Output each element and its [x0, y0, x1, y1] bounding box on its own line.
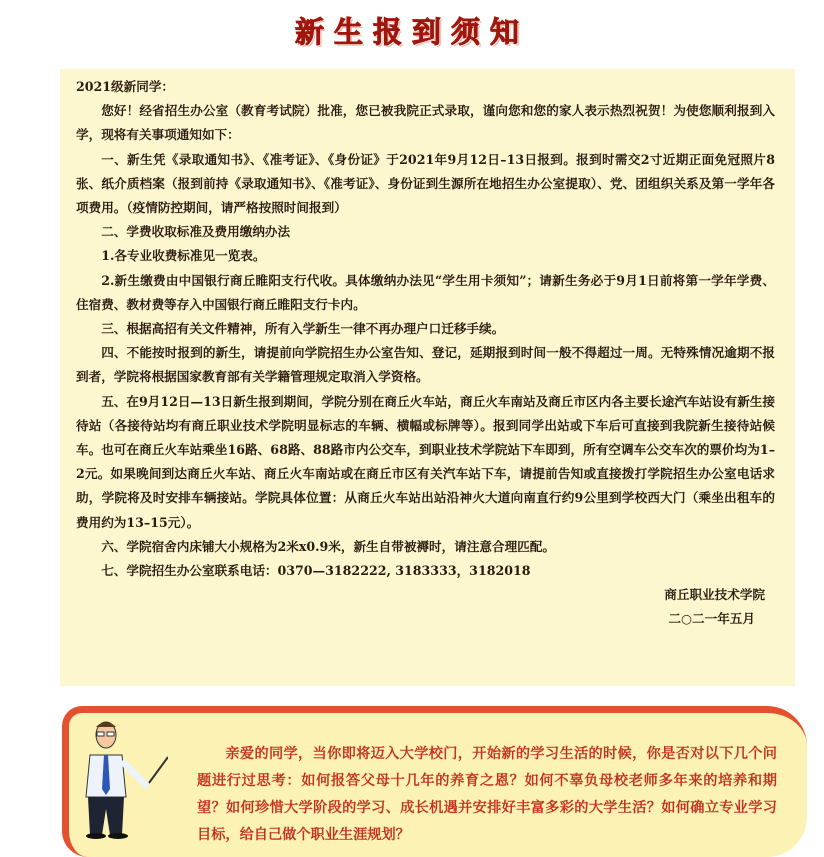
paragraph: 四、不能按时报到的新生，请提前向学院招生办公室告知、登记，延期报到时间一般不得超过一周。无特殊情况逾期不报到者，学院将根据国家教育部有关学籍管理规定取消入学资格。 [76, 345, 775, 385]
paragraph: 二、学费收取标准及费用缴纳办法 [101, 224, 291, 240]
greeting: 2021级新同学： [76, 79, 175, 94]
paragraph: 一、新生凭《录取通知书》、《准考证》、《身份证》于2021年9月12日–13日报到。报到时需交2寸近期正面免冠照片8张、纸介质档案（报到前持《录取通知书》、《准考证》、身份证到生源所在地招生办公室提取）、党、团组织关系及第一学年各项费用。（疫情防控期间，请严格按照时间报到） [76, 151, 775, 216]
teacher-icon [68, 717, 168, 839]
paragraph: 2.新生缴费由中国银行商丘睢阳支行代收。具体缴纳办法见“学生用卡须知”；请新生务必于9月1日前将第一学年学费、住宿费、教材费等存入中国银行商丘睢阳支行卡内。 [76, 272, 775, 312]
tip-box [62, 706, 807, 857]
paragraph: 六、学院宿舍内床铺大小规格为2米x0.9米，新生自带被褥时，请注意合理匹配。 [101, 538, 555, 554]
paragraph: 五、在9月12日—13日新生报到期间，学院分别在商丘火车站，商丘火车南站及商丘市区内各主要长途汽车站设有新生接待站（各接待站均有商丘职业技术学院明显标志的车辆、横幅或标牌等）。报到同学出站或下车后可直接到我院新生接待站候车。也可在商丘火车站乘坐16路、68路、88路市内公交车，到职业技术学院站下车即到，所有空调车公交车次的票价均为1–2元。如果晚间到达商丘火车站、商丘火车南站或在商丘市区有关汽车站下车，请提前告知或直接拨打学院招生办公室电话求助，学院将及时安排车辆接站。学院具体位置：从商丘火车站出站沿神火大道向南直行约9公里到学校西大门（乘坐出租车的费用约为13–15元）。 [76, 393, 775, 530]
paragraph: 1.各专业收费标准见一览表。 [101, 248, 266, 264]
paragraph: 您好！经省招生办公室（教育考试院）批准，您已被我院正式录取，谨向您和您的家人表示热烈祝贺！为使您顺利报到入学，现将有关事项通知如下： [76, 103, 775, 143]
paragraph: 七、学院招生办公室联系电话：0370—3182222, 3183333，3182018 [101, 563, 531, 579]
tip-text: 亲爱的同学，当你即将迈入大学校门，开始新的学习生活的时候，你是否对以下几个问题进行过思考：如何报答父母十几年的养育之恩？如何不辜负母校老师多年来的培养和期望？如何珍惜大学阶段的学习、成长机遇并安排好丰富多彩的大学生活？如何确立专业学习目标，给自己做个职业生涯规划？ [197, 746, 777, 843]
date: 二○二一年五月 [668, 611, 755, 627]
paragraph: 三、根据高招有关文件精神，所有入学新生一律不再办理户口迁移手续。 [101, 321, 505, 337]
signature-block [76, 583, 775, 631]
signature: 商丘职业技术学院 [664, 587, 765, 603]
page-title: 新生报到须知 [294, 15, 529, 49]
notice-box [60, 69, 795, 686]
